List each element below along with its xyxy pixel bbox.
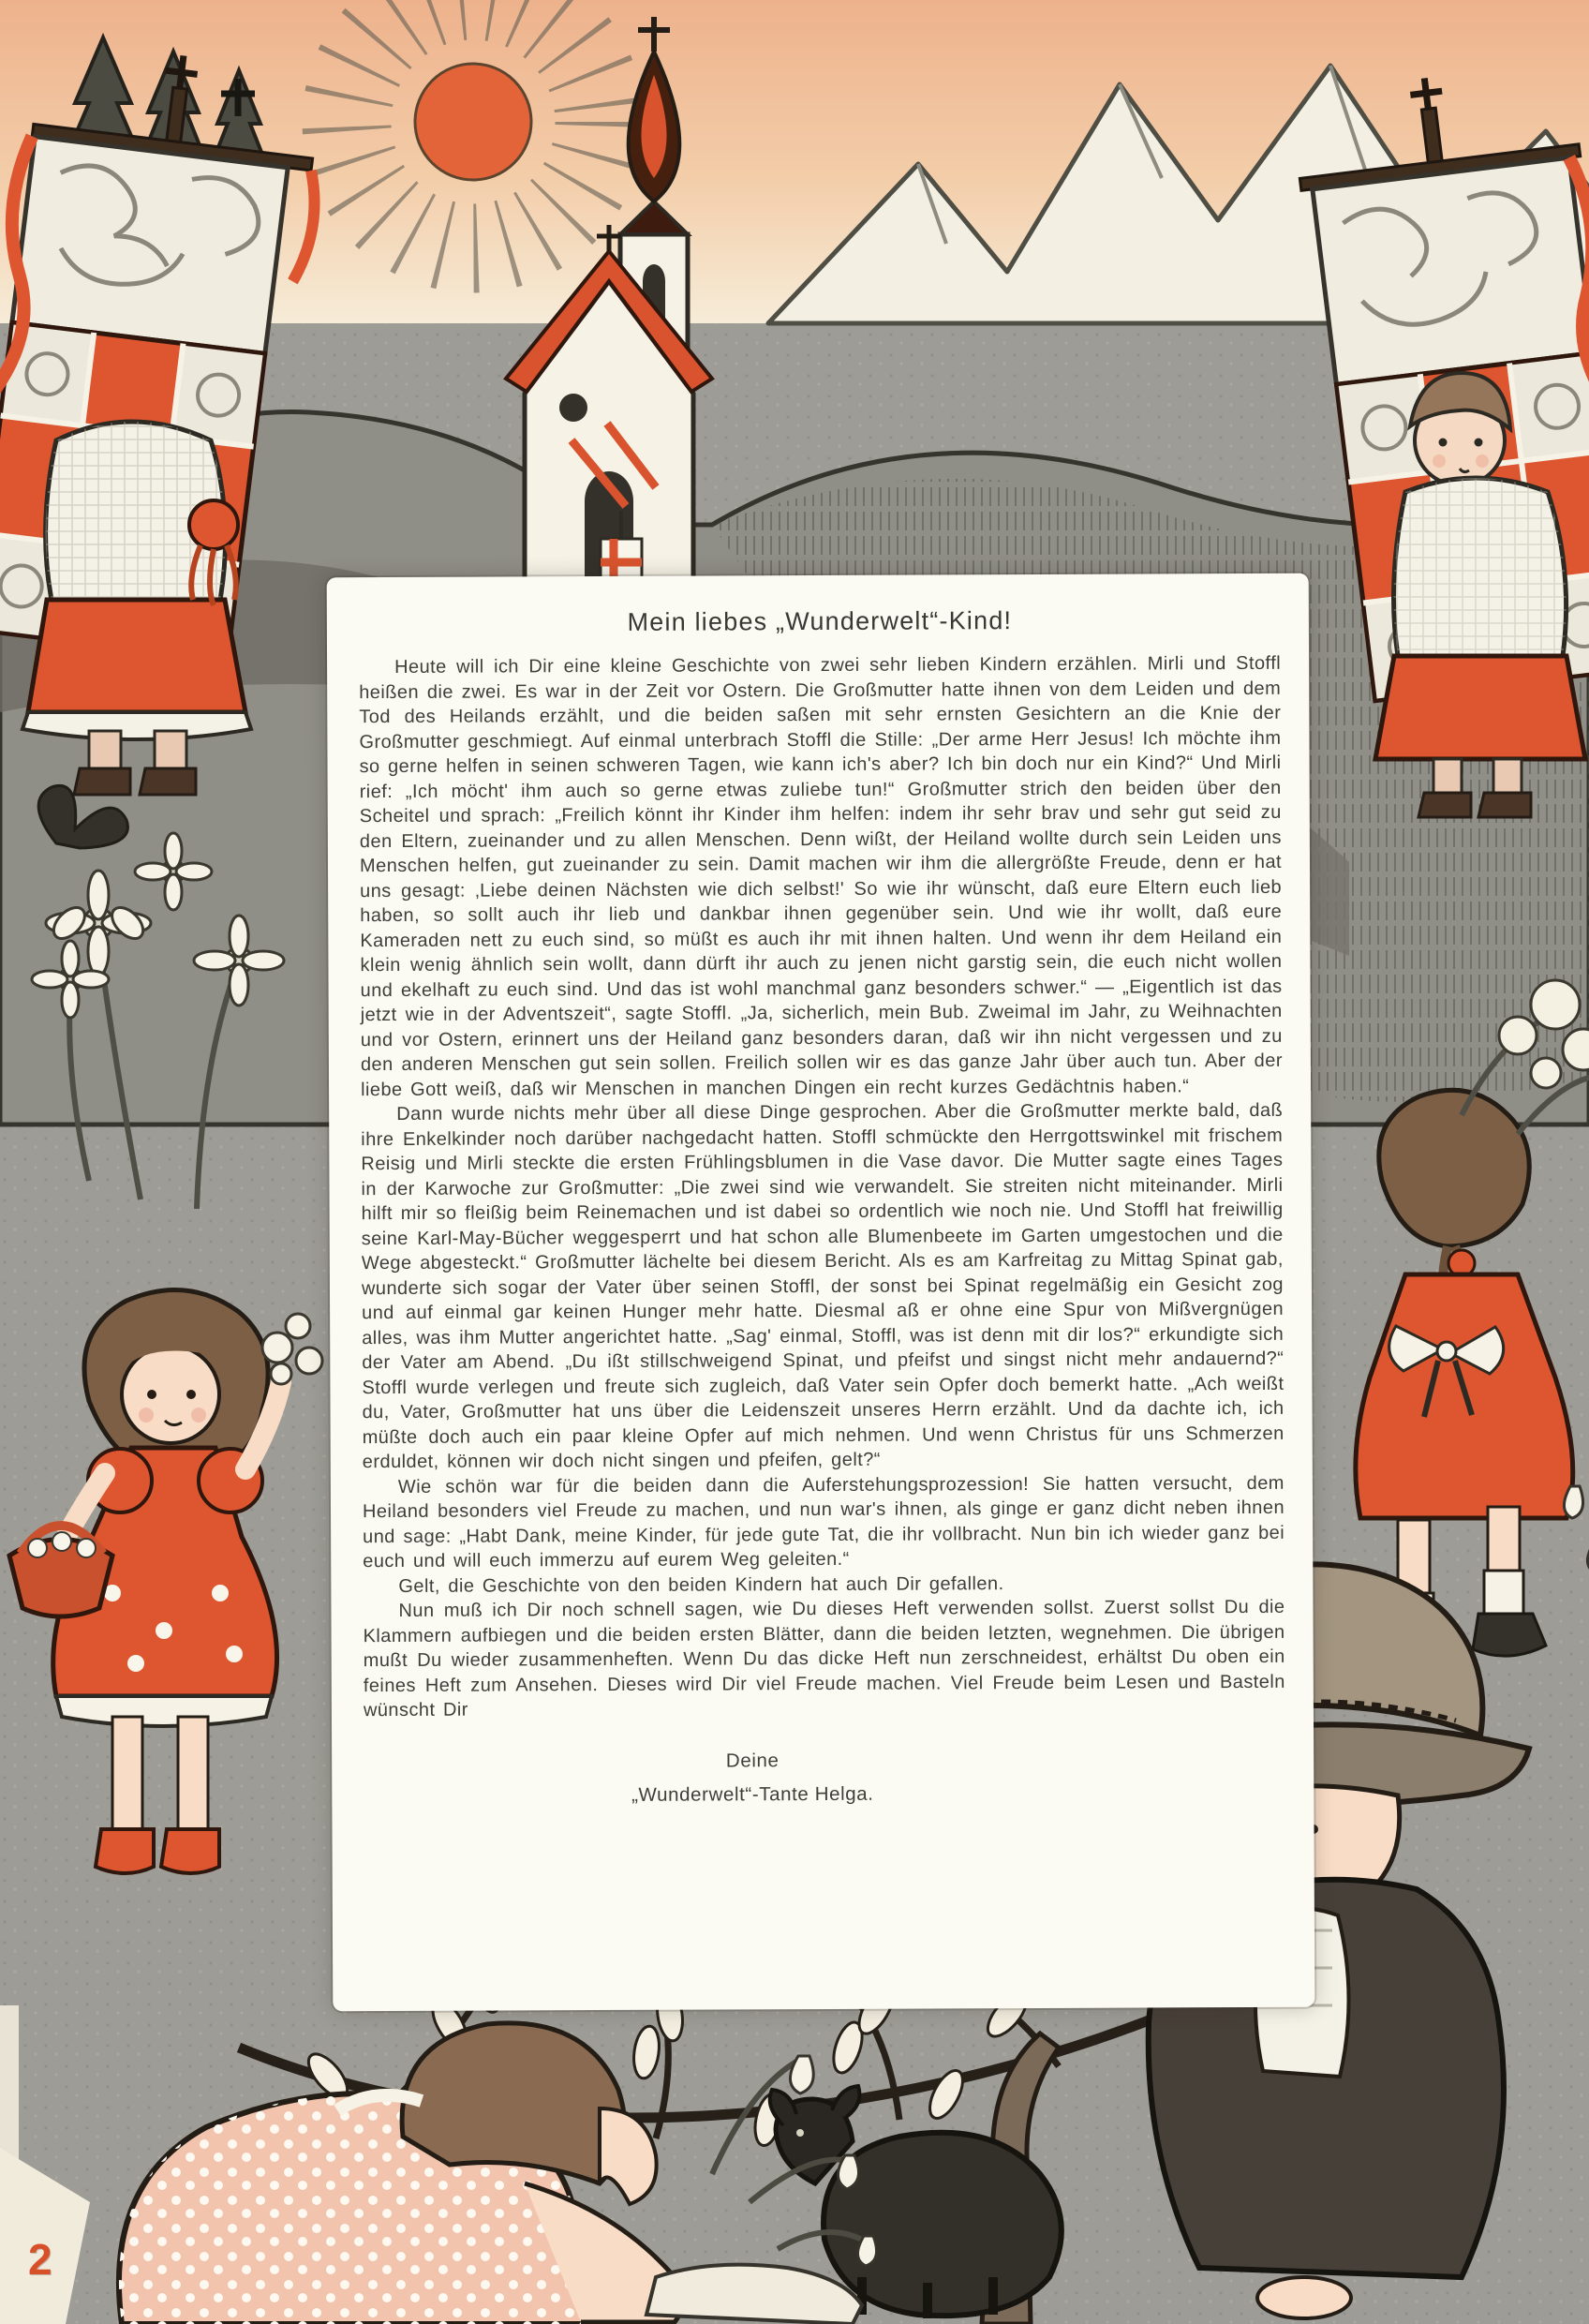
closing-salutation: Deine (725, 1749, 780, 1771)
letter-paragraph: Gelt, die Geschichte von den beiden Kindern hat auch Dir gefallen. (398, 1572, 1004, 1597)
letter-body (359, 651, 1285, 1723)
letter-paragraph: Heute will ich Dir eine kleine Geschichte von zwei sehr lieben Kindern erzählen. Mirli und Stoffl heißen die zwei. Es war in der Zeit vor Ostern. Die Großmutter hatte ihnen von dem Leiden und dem Tod des Heilands erzählt, und die beiden saßen mit sehr ernsten Gesichtern an die Knie der Großmutter geschmiegt. Auf einmal unterbrach Stoffl die Stille: „Der arme Herr Jesus! Ich möchte ihm so gerne helfen in seinen schweren Tagen, wie kann ich's aber? Ich bin doch nur ein Kind?“ Und Mirli rief: „Ich möcht' ihm auch so gerne etwas zuliebe tun!“ Großmutter strich den beiden über den Scheitel und sprach: „Freilich könnt ihr Kinder ihm helfen: indem ihr sehr brav und sehr gut seid zu den Eltern, zueinander und zu allen Menschen. Denn wißt, der Heiland wollte durch sein Leiden uns Menschen helfen, gut zueinander zu sein. Damit machen wir ihm die allergrößte Freude, denn er hat uns gesagt: ‚Liebe deinen Nächsten wie dich selbst!' So wie ihr wünscht, daß eure Eltern euch lieb haben, so sollt auch ihr lieb und dankbar ihnen gegenüber sein. Und wie ihr wollt, daß eure Kameraden nett zu euch sind, so müßt es auch ihr mit ihnen halten. Und wenn ihr dem Heiland ein klein wenig ähnlich sein wollt, dann dürft ihr auch zu jenen nicht garstig sein, die euch nicht wollen und ekelhaft zu euch sind. Und das ist wohl manchmal ganz besonders schwer.“ — „Eigentlich ist das jetzt wie in der Adventszeit“, sagte Stoffl. „Ja, sicherlich, mein Bub. Zweimal im Jahr, zu Weihnachten und vor Ostern, erinnert uns der Heiland ganz besonders daran, daß wir ihn nicht vergessen und zu den anderen Menschen gut sein sollen. Freilich sollen wir es das ganze Jahr über auch tun. Aber der liebe Gott weiß, daß wir Menschen in manchen Dingen ein recht kurzes Gedächtnis haben.“ (359, 652, 1283, 1100)
letter-paragraph: Wie schön war für die beiden dann die Auferstehungsprozession! Sie hatten versucht, dem Heiland besonders viel Freude zu machen, und nun war's ihnen, als ginge er ganz dicht neben ihnen und sage: „Habt Dank, meine Kinder, für jede gute Tat, die ihr vollbracht. Nun bin ich wieder ganz bei euch und will euch immerzu auf eurem Weg geleiten.“ (362, 1472, 1285, 1572)
letter-title: Mein liebes „Wunderwelt“-Kind! (627, 606, 1013, 636)
letter-paragraph: Nun muß ich Dir noch schnell sagen, wie Du dieses Heft verwenden sollst. Zuerst sollst Du die Klammern aufbiegen und die beiden ersten Blätter, dann die beiden letzten, wegnehmen. Die übrigen mußt Du wieder zusammenheften. Wenn Du das dicke Heft nun zerschneidest, erhältst Du oben ein feines Heft zum Ansehen. Dieses wird Dir viel Freude machen. Viel Freude beim Lesen und Basteln wünscht Dir (363, 1596, 1285, 1721)
letter-paragraph: Dann wurde nichts mehr über all diese Dinge gesprochen. Aber die Großmutter merkte bald, daß ihre Enkelkinder noch darüber nachgedacht hatten. Stoffl schmückte den Herrgottswinkel mit frischem Reisig und Mirli steckte die ersten Frühlingsblumen in die Vase davor. Die Mutter sagte eines Tages in der Karwoche zur Großmutter: „Die zwei sind wie verwandelt. Sie streiten nicht miteinander. Mirli hilft mir so fleißig beim Reinemachen und ist dabei so ordentlich wie noch nie. Und Stoffl hat freiwillig seine Karl-May-Bücher weggesperrt und hat schon alle Blumenbeete im Garten umgestochen und die Wege abgesteckt.“ Großmutter lächelte bei diesem Bericht. Als es am Karfreitag zu Mittag Spinat gab, wunderte sich sogar der Vater über seinen Stoffl, der sonst bei Spinat regelmäßig ein Gesicht zog und auf einmal gar keinen Hunger mehr hatte. Diesmal aß er ohne eine Spur von Mißvergnügen alles, was ihm Mutter angerichtet hatte. „Sag' einmal, Stoffl, was ist denn mit dir los?“ erkundigte sich der Vater am Abend. „Du ißt stillschweigend Spinat, und pfeifst und singst nicht mehr andauernd?“ Stoffl wurde verlegen und freute sich zugleich, daß Vater sein Opfer doch bemerkt hatte. „Ach weißt du, Vater, Großmutter hat uns über die Leidenszeit unseres Herrn erzählt. Und da dachte ich, ich müßte doch auch ein paar kleine Opfer auf mich nehmen. Und wenn Christus für uns Schmerzen erduldet, können wir doch nicht singen und pfeifen, gelt?“ (361, 1099, 1285, 1473)
flag-ornate-panel (1313, 157, 1589, 384)
closing-signature: „Wunderwelt“-Tante Helga. (631, 1782, 874, 1806)
letter-closing (364, 1742, 1141, 1813)
letter-panel (327, 574, 1315, 2012)
page-number: 2 (28, 2235, 52, 2284)
bare-foot (1257, 2277, 1351, 2318)
tassel (189, 500, 238, 549)
